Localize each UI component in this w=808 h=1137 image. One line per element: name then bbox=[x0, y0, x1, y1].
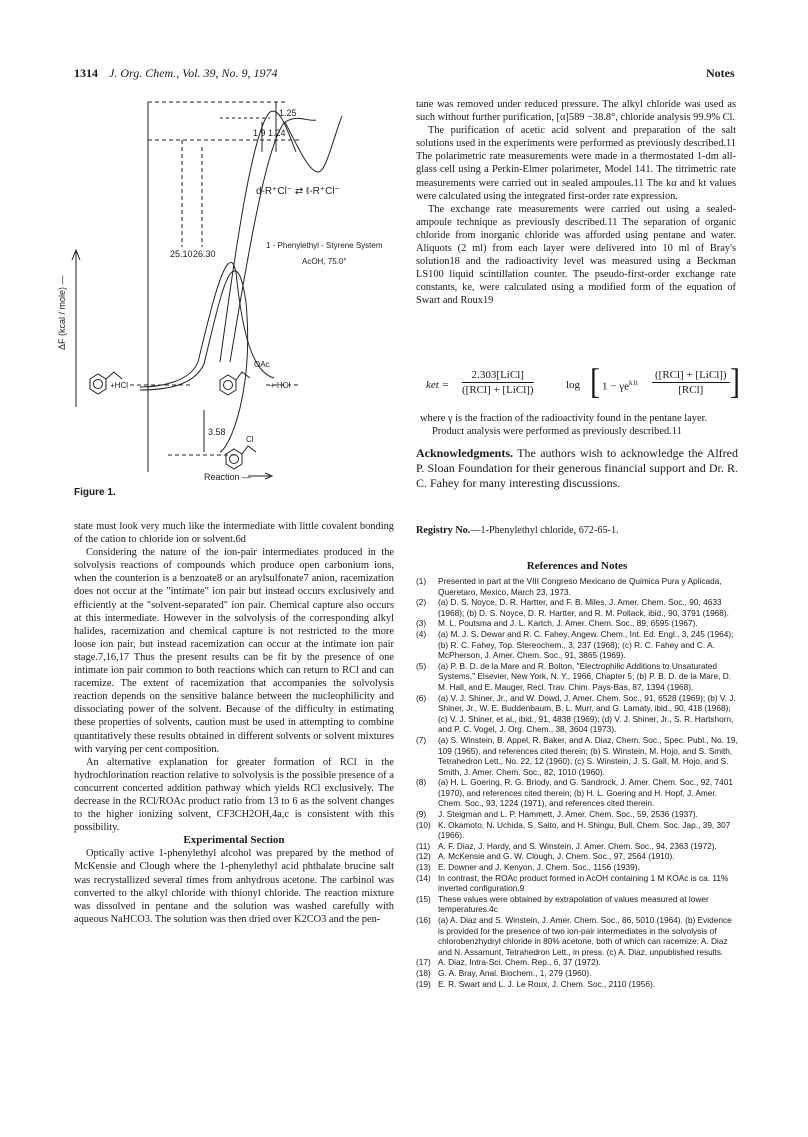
reference-number: (15) bbox=[416, 893, 431, 904]
reference-number: (10) bbox=[416, 819, 431, 830]
reference-item bbox=[416, 915, 740, 957]
paragraph: Considering the nature of the ion-pair intermediates produced in the solvolysis reactions of compounds which produce open carbonium ions, when the counterion is a benzoate8 or an arylsulfonate7 anion, racemization does not occur at the "intimate" ion pair but instead occurs exclusively and efficiently at the "solvent-separated" ion pair. Chemical capture also occurs at this intermediate. However in the solvolysis of the corresponding alkyl halides, racemization and chemical capture is not restricted to the more loose ion pair, but instead racemization can occur at the intimate ion pair stage.7,16,17 Thus the present results can be fit by the presence of one intimate ion pair common to both reactions which can return to RCl and can racemize. The extent of racemization that accompanies the solvolysis reaction depends on the sensitive balance between the nucleophilicity and dissociating power of the solvent. Because of the difficulty in estimating these properties of solvents, caution must be used in attempting to combine quantitatively these results obtained in different solvents or solvent mixtures with varying per cent composition. bbox=[74, 547, 394, 755]
equation-one-minus: $1 - \gamma e^{k1t}$ bbox=[602, 379, 638, 393]
references-list bbox=[416, 576, 740, 989]
reference-number: (5) bbox=[416, 660, 427, 671]
label-2630: 26.30 bbox=[193, 249, 216, 259]
reference-number: (11) bbox=[416, 840, 431, 851]
reference-number: (14) bbox=[416, 872, 431, 883]
reference-text: (a) A. Diaz and S. Winstein, J. Amer. Chem. Soc., 86, 5010 (1964). (b) Evidence is provided for the presence of two ion-pair intermediates in the solvolysis of chlorobenzhydryl chloride in 80% acetone, both of which can racemize: A. Diaz and N. Assamunt, Tetrahedron Lett., in press. (c) A. Diaz, unpublished results. bbox=[438, 915, 732, 957]
paragraph: tane was removed under reduced pressure. The alkyl chloride was used as such without further purification, [α]589 −38.8°, chloride analysis 99.9% Cl. bbox=[416, 99, 736, 124]
reference-text: G. A. Bray, Anal. Biochem., 1, 279 (1960). bbox=[438, 967, 592, 978]
reference-item bbox=[416, 968, 740, 979]
ring-cl-circle bbox=[230, 455, 239, 464]
page-number: 1314 bbox=[74, 66, 98, 80]
reference-item bbox=[416, 979, 740, 990]
reference-item bbox=[416, 841, 740, 852]
x-axis-label: Reaction — bbox=[204, 472, 252, 482]
equation-log: log bbox=[566, 379, 581, 391]
reference-text: M. L. Poutsma and J. L. Kartch, J. Amer. Chem. Soc., 89, 6595 (1967). bbox=[438, 618, 698, 629]
registry-heading: Registry No. bbox=[416, 525, 471, 536]
registry-text: —1-Phenylethyl chloride, 672-65-1. bbox=[470, 525, 619, 536]
reference-number: (18) bbox=[416, 967, 431, 978]
reference-text: A. McKensie and G. W. Clough, J. Chem. Soc., 97, 2564 (1910). bbox=[438, 851, 675, 862]
paragraph: where γ is the fraction of the radioactivity found in the pentane layer. bbox=[420, 413, 708, 424]
ring-reactant bbox=[90, 374, 106, 394]
label-125: 1.25 bbox=[279, 108, 297, 118]
ring-cl bbox=[226, 449, 242, 469]
reference-text: (a) D. S. Noyce, D. R. Hartter, and F. B. Miles, J. Amer. Chem. Soc., 90, 4633 (1968); (b) D. S. Noyce, D. R. Hartter, and R. M. Pollack, ibid., 90, 3791 (1968). bbox=[438, 597, 729, 618]
reference-text: (a) M. J. S. Dewar and R. C. Fahey, Angew. Chem., Int. Ed. Engl., 3, 245 (1964); (b) R. C. Fahey, Top. Stereochem., 3, 237 (1968); (c) R. C. Fahey and C. A. McPherson, J. Amer. Chem. Soc., 91, 3865 (1969). bbox=[438, 628, 734, 661]
reference-number: (13) bbox=[416, 862, 431, 873]
reference-number: (12) bbox=[416, 851, 431, 862]
acknowledgments-heading: Acknowledgments. bbox=[416, 446, 514, 460]
reference-item bbox=[416, 777, 740, 809]
label-cl: Cl bbox=[246, 435, 254, 444]
ring-oac bbox=[220, 375, 236, 395]
label-conditions: AcOH, 75.0° bbox=[302, 257, 347, 266]
reference-number: (16) bbox=[416, 915, 431, 925]
label-equilibrium: d-R⁺Cl⁻ ⇄ ℓ-R⁺Cl⁻ bbox=[256, 186, 340, 197]
figure-caption: Figure 1. bbox=[74, 487, 116, 498]
reference-item bbox=[416, 735, 740, 777]
reference-number: (1) bbox=[416, 576, 427, 586]
reference-text: In contrast, the ROAc product formed in AcOH containing 1 M KOAc is ca. 11% inverted configuration.9 bbox=[438, 872, 729, 894]
equation-exponent: k1t bbox=[628, 379, 638, 387]
reference-item bbox=[416, 618, 740, 629]
reference-text: (a) H. L. Goering, R. G. Briody, and G. Sandrock, J. Amer. Chem. Soc., 92, 7401 (1970), and references cited therein; (b) H. L. Goering and H. Hopf, J. Amer. Chem. Soc., 93, 1224 (1971), and references cited therein. bbox=[438, 777, 733, 809]
bracket-open: [ bbox=[590, 361, 600, 402]
reference-text: J. Steigman and L. P. Hammett, J. Amer. Chem. Soc., 59, 2536 (1937). bbox=[438, 809, 698, 820]
references-heading: References and Notes bbox=[526, 560, 628, 572]
reference-number: (4) bbox=[416, 628, 427, 639]
label-reactant: +HCl bbox=[110, 381, 129, 390]
equation-lhs: ket = bbox=[426, 379, 449, 391]
y-axis-label: ΔF (kcal / mole) — bbox=[57, 275, 67, 350]
curve-upper-3 bbox=[285, 116, 342, 172]
reference-text: E. Downer and J. Kenyon, J. Chem. Soc., 1156 (1939). bbox=[438, 862, 640, 873]
equation-fraction-1 bbox=[462, 369, 534, 396]
reference-item bbox=[416, 576, 740, 597]
reference-item bbox=[416, 894, 740, 915]
paragraph: The exchange rate measurements were carried out using a sealed-ampoule technique as previously described.11 The separation of organic chloride from inorganic chloride was afforded using pentane and water. Aliquots (2 ml) from each layer were delivered into 10 ml of Bray's solution18 and the radioactivity level was measured using a Beckman LS100 liquid scintillation counter. The pseudo-first-order exchange rate constants, ke, were calculated using a modified form of the equation of Swart and Roux19 bbox=[416, 203, 736, 307]
reference-number: (6) bbox=[416, 692, 427, 703]
reference-item bbox=[416, 597, 740, 618]
paragraph: An alternative explanation for greater formation of RCl in the hydrochlorination reaction relative to solvolysis is the possible presence of a concurrent concerted addition pathway which yields RCl exclusively. The decrease in the RCl/ROAc product ratio from 13 to 6 as the solvent changes to the higher ionizing solvent, CF3CH2OH,4a,c is consistent with this possibility. bbox=[74, 756, 394, 834]
fraction-denominator: ([RCl] + [LiCl]) bbox=[462, 384, 534, 396]
reference-number: (7) bbox=[416, 734, 427, 745]
energy-diagram bbox=[57, 92, 410, 492]
reference-text: A. Diaz, Intra-Sci. Chem. Rep., 6, 37 (1972). bbox=[438, 957, 601, 968]
right-column-top bbox=[416, 98, 736, 308]
reference-item bbox=[416, 851, 740, 862]
reference-number: (17) bbox=[416, 957, 431, 968]
section-heading-experimental: Experimental Section bbox=[183, 834, 285, 847]
running-header bbox=[74, 66, 278, 81]
ring-oac-circle bbox=[224, 381, 233, 390]
registry-numbers bbox=[416, 525, 738, 536]
paragraph: state must look very much like the intermediate with little covalent bonding of the cation to chloride ion or solvent.6d bbox=[74, 521, 394, 546]
exchange-rate-equation bbox=[420, 361, 740, 409]
curve-upper-1 bbox=[220, 111, 296, 362]
reference-text: These values were obtained by extrapolation of values measured at lower temperatures.4c bbox=[438, 893, 709, 915]
reference-item bbox=[416, 693, 740, 735]
reference-text: Presented in part at the VIII Congreso Mexicano de Quimica Pura y Aplicada, Queretaro, Mexico, March 23, 1973. bbox=[438, 576, 722, 597]
label-358: 3.58 bbox=[208, 427, 226, 437]
right-column-after-equation bbox=[420, 412, 740, 438]
acknowledgments-text: The authors wish to acknowledge the Alfred P. Sloan Foundation for their generous financial support and Dr. R. C. Fahey for many interesting discussions. bbox=[416, 446, 738, 490]
label-product-plus: + HCl bbox=[270, 381, 291, 390]
reference-text: (a) S. Winstein, B. Appel, R. Baker, and A. Diaz, Chem. Soc., Spec. Publ., No. 19, 109 (1965), and references cited therein; (b) S. Winstein, M. Hojo, and S. Smith, Tetrahedron Lett., No. 22, 12 (1960); (c) S. Winstein, J. S. Gall, M. Hojo, and S. Smith, J. Amer. Chem. Soc., 82, 1010 (1960). bbox=[438, 734, 738, 777]
reference-item bbox=[416, 957, 740, 968]
reference-number: (19) bbox=[416, 978, 431, 989]
vinyl-group bbox=[106, 372, 122, 379]
paragraph: Optically active 1-phenylethyl alcohol was prepared by the method of McKensie and Clough where the 1-phenylethyl acid phthalate brucine salt was recrystallized several times from anhydrous acetone. The carbinol was converted to the alkyl chloride with thionyl chloride. The reaction mixture was dissolved in pentane and the solution was washed carefully with aqueous NaHCO3. The solution was then dried over K2CO3 and the pen- bbox=[74, 848, 394, 925]
curve-lower-2 bbox=[140, 271, 248, 452]
acknowledgments bbox=[416, 446, 738, 491]
reference-number: (9) bbox=[416, 809, 427, 820]
reference-number: (3) bbox=[416, 618, 427, 629]
reference-item bbox=[416, 809, 740, 820]
label-19: 1.9 bbox=[253, 128, 266, 138]
label-oac: OAc bbox=[254, 360, 270, 369]
figure-1 bbox=[57, 92, 410, 492]
reference-number: (2) bbox=[416, 597, 427, 608]
fraction-numerator: 2.303[LiCl] bbox=[462, 369, 534, 383]
fraction-numerator: ([RCl] + [LiCl]) bbox=[652, 369, 730, 383]
section-label: Notes bbox=[706, 66, 735, 80]
journal-reference: J. Org. Chem., Vol. 39, No. 9, 1974 bbox=[109, 66, 278, 80]
ring-oac-substituent bbox=[236, 372, 250, 380]
reference-text: (a) V. J. Shiner, Jr., and W. Dowd, J. Amer. Chem. Soc., 91, 6528 (1969); (b) V. J. Shiner, Jr., W. E. Buddenbaum, B. L. Murr, and G. Lamaty, ibid., 90, 418 (1968); (c) V. J. Shiner, et al., ibid., 91, 4838 (1969); (d) V. J. Shiner, Jr., S. R. Hartshorn, and P. C. Vogel, J. Org. Chem., 38, 3604 (1973). bbox=[438, 692, 736, 735]
fraction-denominator: [RCl] bbox=[678, 384, 704, 396]
reference-text: K. Okamoto, N. Uchida, S. Saito, and H. Shingu, Bull. Chem. Soc. Jap., 39, 307 (1966). bbox=[438, 819, 731, 841]
reference-item bbox=[416, 629, 740, 661]
reference-item bbox=[416, 820, 740, 841]
ring-reactant-circle bbox=[94, 380, 103, 389]
ring-cl-substituent bbox=[242, 446, 256, 454]
reference-item bbox=[416, 873, 740, 894]
paragraph: The purification of acetic acid solvent and preparation of the salt solutions used in the experiments were performed as previously described.11 The polarimetric rate measurements were made in a thermostated 1-dm all-glass cell using a Perkin-Elmer polarimeter, Model 141. The titrimetric rate measurements were carried out in sealed ampoules.11 The kα and kt values were calculated using the integrated first-order rate expression. bbox=[416, 125, 736, 202]
reference-text: E. R. Swart and L. J. Le Roux, J. Chem. Soc., 2110 (1956). bbox=[438, 978, 656, 989]
equation-fraction-2 bbox=[652, 369, 730, 396]
reference-item bbox=[416, 661, 740, 693]
reference-item bbox=[416, 862, 740, 873]
paragraph: Product analysis were performed as previously described.11 bbox=[432, 426, 682, 438]
label-2510: 25.10 bbox=[170, 249, 193, 259]
reference-text: A. F. Diaz, J. Hardy, and S. Winstein, J. Amer. Chem. Soc., 94, 2363 (1972). bbox=[438, 840, 717, 851]
reference-number: (8) bbox=[416, 777, 427, 788]
reference-text: (a) P. B. D. de la Mare and R. Bolton, "Electrophilic Additions to Unsaturated Systems," Elsevier, New York, N. Y., 1966, Chapter 5; (b) P. B. D. de la Mare, D. M. Hall, and E. Mauger, Recl. Trav. Chim. Pays-Bas, 87, 1394 (1968). bbox=[438, 660, 732, 692]
label-124: 1.24 bbox=[268, 128, 286, 138]
label-system: 1 - Phenylethyl - Styrene System bbox=[266, 241, 383, 250]
bracket-close: ] bbox=[730, 361, 740, 402]
left-column bbox=[74, 520, 394, 926]
